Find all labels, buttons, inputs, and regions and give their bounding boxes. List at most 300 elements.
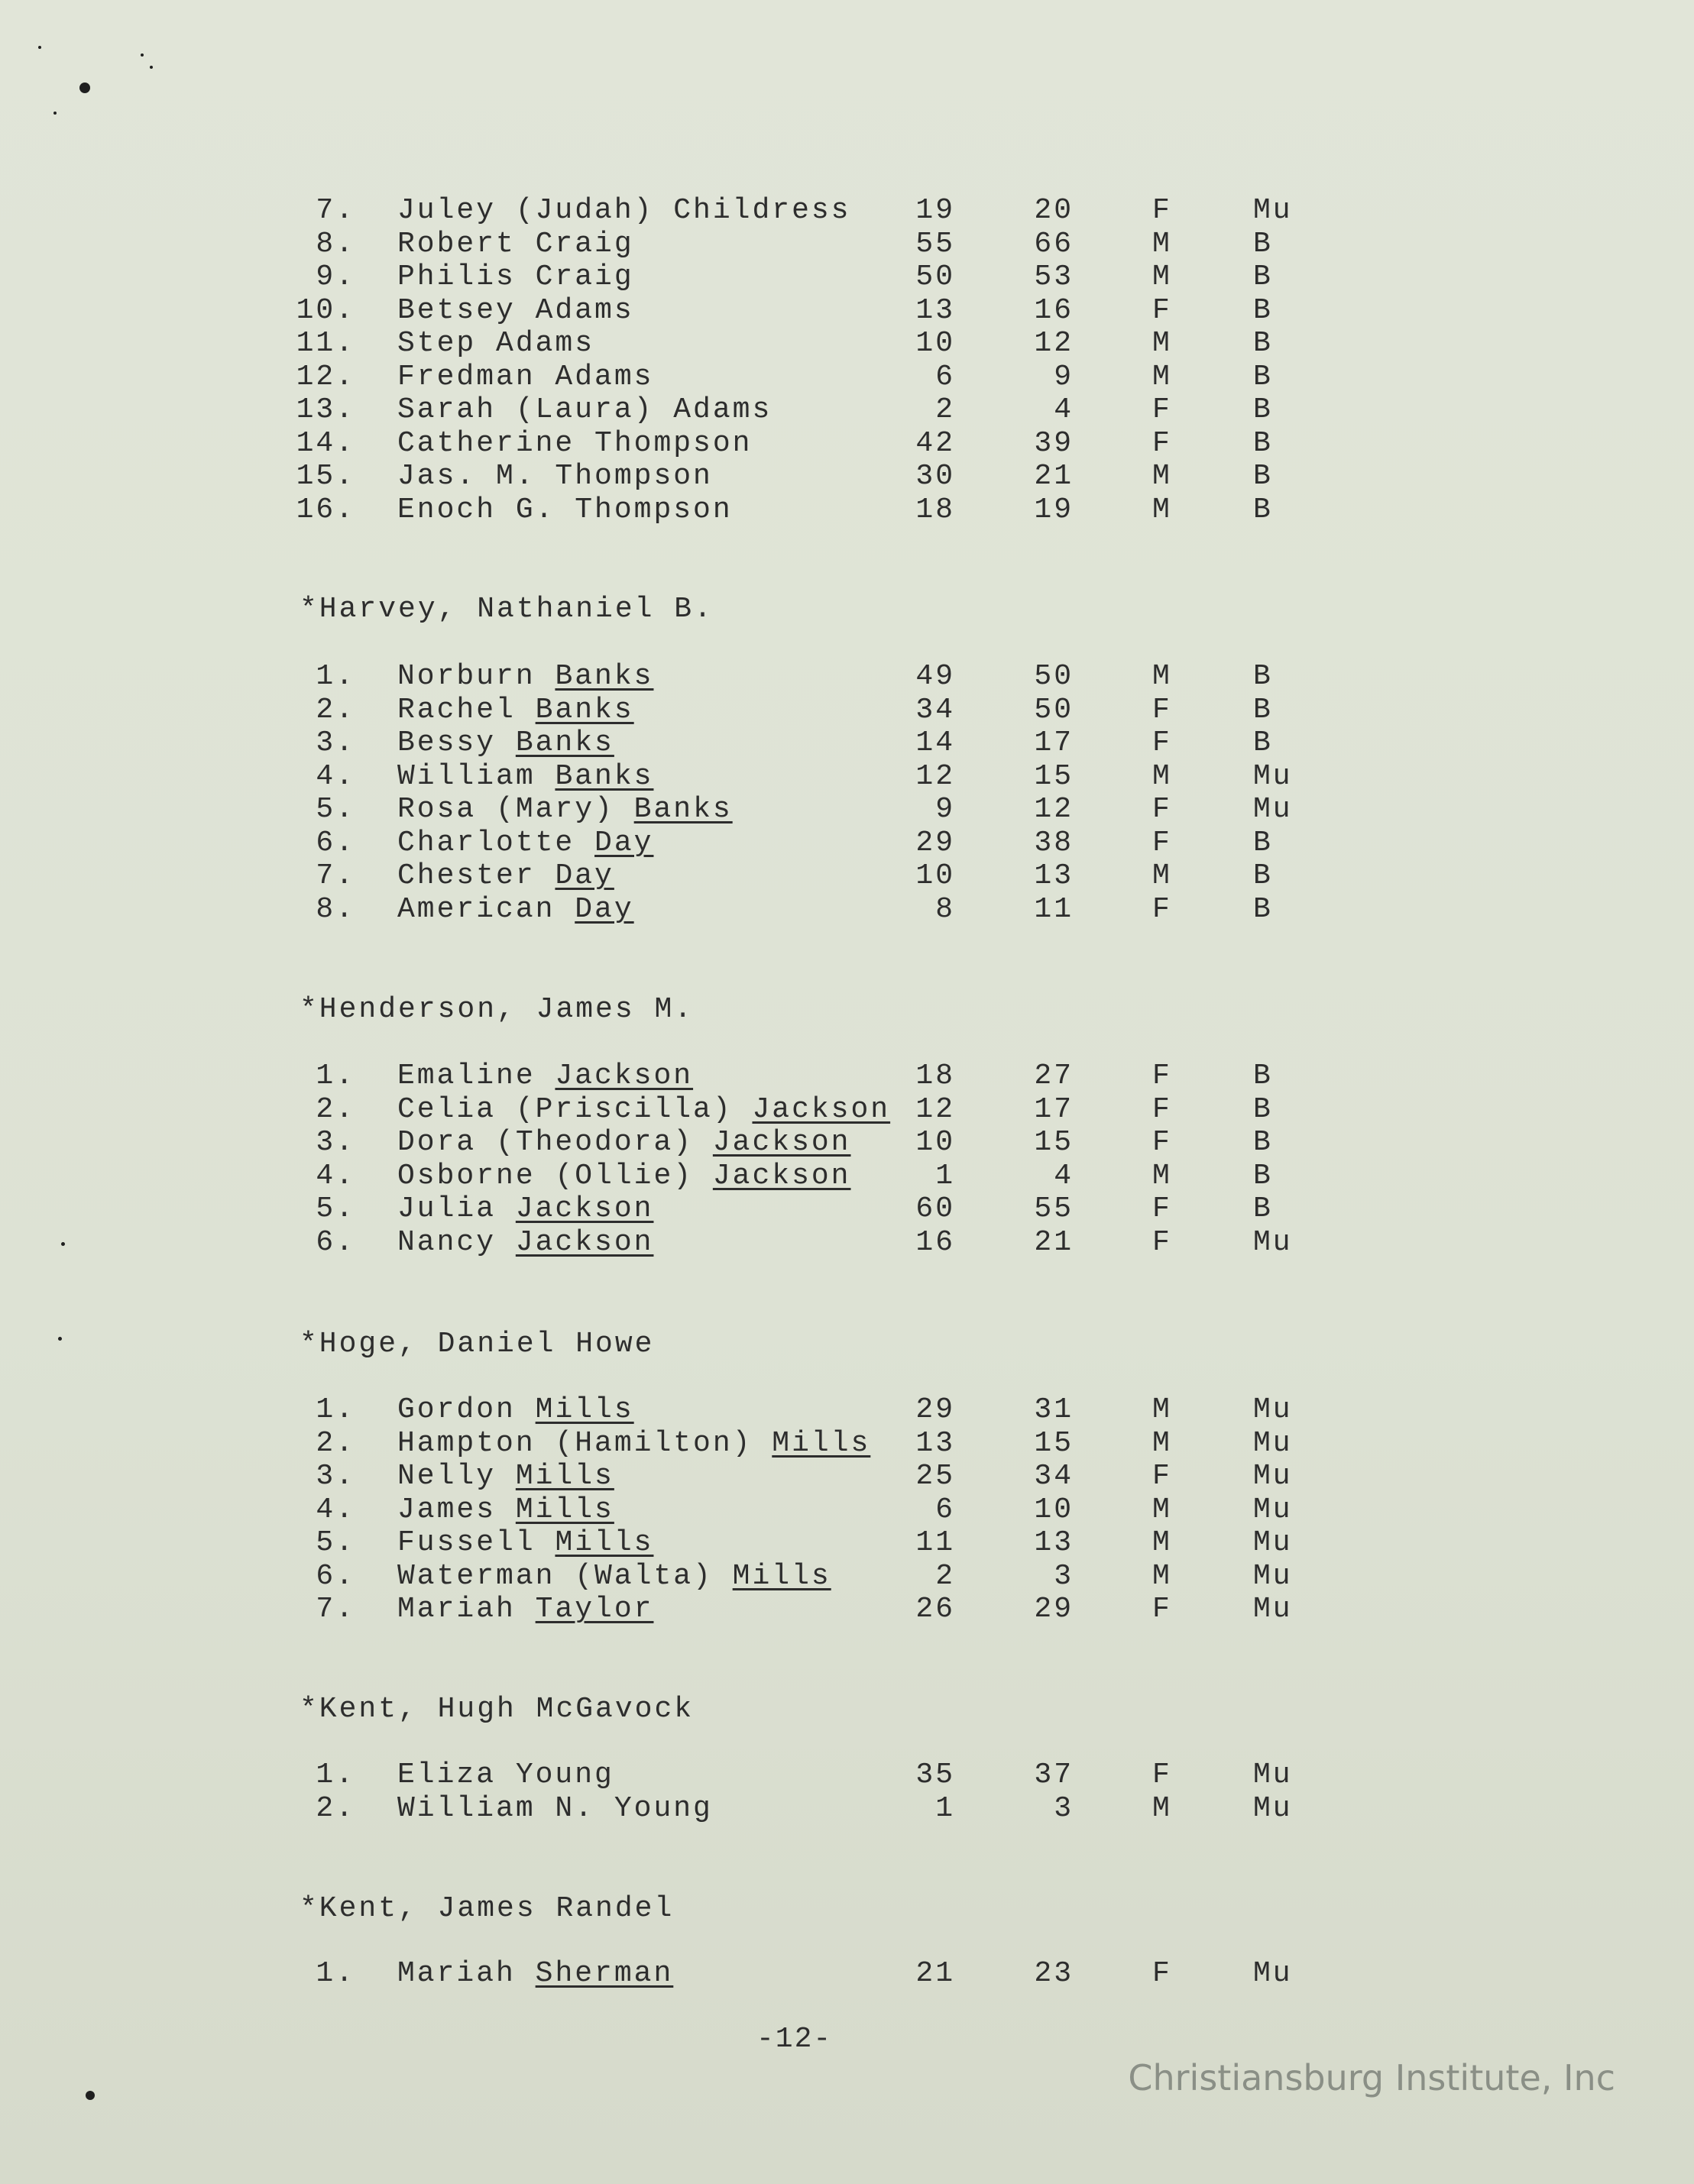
age-first: 6 — [935, 360, 955, 393]
sex: F — [1152, 726, 1172, 759]
roster-row — [0, 1957, 1694, 1991]
given-name: Catherine Thompson — [397, 426, 753, 460]
age-second: 15 — [1034, 1426, 1074, 1460]
scan-speck — [86, 2091, 95, 2100]
row-number: 11. — [296, 327, 355, 360]
sex: M — [1152, 1426, 1172, 1460]
person-name — [397, 327, 594, 361]
age-second: 16 — [1034, 293, 1074, 327]
given-name: Celia (Priscilla) — [397, 1092, 753, 1126]
surname: Mills — [772, 1426, 871, 1460]
person-name — [397, 1060, 693, 1093]
age-first: 8 — [935, 892, 955, 926]
person-name — [397, 893, 634, 927]
surname: Jackson — [712, 1159, 851, 1192]
row-number: 3. — [316, 726, 355, 759]
row-number: 15. — [296, 460, 355, 493]
roster-row — [0, 1759, 1694, 1792]
age-first: 26 — [915, 1593, 955, 1626]
roster-row — [0, 327, 1694, 361]
row-number: 5. — [316, 1526, 355, 1559]
surname: Day — [555, 859, 614, 892]
age-first: 13 — [915, 1426, 955, 1460]
surname: Jackson — [515, 1225, 654, 1259]
row-number: 1. — [316, 1759, 355, 1791]
race: B — [1253, 493, 1273, 526]
person-name — [397, 760, 653, 794]
age-second: 27 — [1034, 1060, 1074, 1092]
person-name — [397, 393, 772, 427]
given-name: Mariah — [397, 1957, 536, 1990]
row-number: 2. — [316, 1092, 355, 1126]
person-name — [397, 1493, 614, 1527]
sex: F — [1152, 1126, 1172, 1159]
given-name: Betsey Adams — [397, 293, 634, 327]
age-second: 19 — [1034, 493, 1074, 526]
age-first: 1 — [935, 1159, 955, 1192]
sex: M — [1152, 1393, 1172, 1426]
roster-row — [0, 793, 1694, 827]
race: B — [1253, 260, 1273, 293]
roster-row — [0, 1792, 1694, 1826]
sex: F — [1152, 393, 1172, 426]
age-second: 4 — [1054, 1159, 1074, 1192]
race: B — [1253, 1060, 1273, 1092]
roster-row — [0, 1427, 1694, 1461]
row-number: 13. — [296, 393, 355, 426]
owner-heading: *Harvey, Nathaniel B. — [300, 593, 714, 626]
race: Mu — [1253, 1791, 1293, 1825]
roster-row — [0, 1192, 1694, 1226]
roster-row — [0, 893, 1694, 927]
person-name — [397, 1427, 870, 1461]
scan-speck — [79, 83, 90, 93]
age-second: 15 — [1034, 759, 1074, 793]
age-second: 50 — [1034, 660, 1074, 693]
given-name: Osborne (Ollie) — [397, 1159, 713, 1192]
age-first: 12 — [915, 759, 955, 793]
row-number: 2. — [316, 693, 355, 726]
row-number: 6. — [316, 1225, 355, 1259]
surname: Jackson — [555, 1060, 694, 1092]
given-name: Charlotte — [397, 826, 595, 859]
age-second: 37 — [1034, 1759, 1074, 1791]
surname: Banks — [555, 660, 654, 693]
person-name — [397, 493, 733, 527]
sex: F — [1152, 293, 1172, 327]
surname: Day — [594, 826, 654, 859]
surname: Banks — [555, 759, 654, 793]
roster-row — [0, 660, 1694, 694]
roster-row — [0, 1593, 1694, 1626]
owner-heading: *Hoge, Daniel Howe — [300, 1328, 655, 1361]
row-number: 5. — [316, 1192, 355, 1225]
age-first: 55 — [915, 227, 955, 260]
age-second: 3 — [1054, 1791, 1074, 1825]
given-name: Step Adams — [397, 327, 595, 360]
row-number: 7. — [316, 859, 355, 892]
row-number: 4. — [316, 1159, 355, 1192]
row-number: 4. — [316, 1493, 355, 1526]
given-name: Chester — [397, 859, 555, 892]
given-name: Philis Craig — [397, 260, 634, 293]
surname: Mills — [535, 1393, 634, 1426]
age-first: 14 — [915, 726, 955, 759]
row-number: 14. — [296, 426, 355, 460]
roster-row — [0, 1393, 1694, 1427]
age-second: 10 — [1034, 1493, 1074, 1526]
person-name — [397, 460, 713, 493]
surname: Mills — [515, 1460, 614, 1493]
race: B — [1253, 726, 1273, 759]
person-name — [397, 726, 614, 760]
sex: F — [1152, 1957, 1172, 1990]
given-name: Gordon — [397, 1393, 536, 1426]
roster-row — [0, 294, 1694, 328]
age-second: 66 — [1034, 227, 1074, 260]
roster-row — [0, 827, 1694, 860]
row-number: 2. — [316, 1426, 355, 1460]
given-name: Fredman Adams — [397, 360, 654, 393]
age-first: 2 — [935, 393, 955, 426]
age-first: 29 — [915, 1393, 955, 1426]
race: B — [1253, 1192, 1273, 1225]
person-name — [397, 1126, 851, 1160]
race: B — [1253, 660, 1273, 693]
roster-row — [0, 1093, 1694, 1127]
given-name: Dora (Theodora) — [397, 1126, 713, 1159]
given-name: Julia — [397, 1192, 516, 1225]
race: B — [1253, 892, 1273, 926]
surname: Banks — [633, 793, 733, 826]
roster-row — [0, 694, 1694, 727]
age-second: 23 — [1034, 1957, 1074, 1990]
age-second: 9 — [1054, 360, 1074, 393]
roster-row — [0, 1226, 1694, 1260]
race: Mu — [1253, 1393, 1293, 1426]
person-name — [397, 1957, 673, 1991]
given-name: Nelly — [397, 1460, 516, 1493]
given-name: Fussell — [397, 1526, 555, 1559]
age-second: 21 — [1034, 460, 1074, 493]
given-name: James — [397, 1493, 516, 1526]
given-name: Robert Craig — [397, 227, 634, 260]
roster-row — [0, 1460, 1694, 1493]
given-name: William N. Young — [397, 1791, 713, 1825]
roster-row — [0, 726, 1694, 760]
scan-speck — [150, 66, 153, 69]
person-name — [397, 1560, 831, 1594]
roster-row — [0, 1126, 1694, 1160]
roster-row — [0, 1526, 1694, 1560]
race: B — [1253, 693, 1273, 726]
age-first: 19 — [915, 194, 955, 227]
age-second: 50 — [1034, 693, 1074, 726]
age-second: 12 — [1034, 793, 1074, 826]
age-second: 53 — [1034, 260, 1074, 293]
row-number: 1. — [316, 1957, 355, 1990]
given-name: Rosa (Mary) — [397, 793, 634, 826]
sex: M — [1152, 460, 1172, 493]
person-name — [397, 1093, 890, 1127]
age-second: 39 — [1034, 426, 1074, 460]
roster-row — [0, 493, 1694, 527]
surname: Mills — [515, 1493, 614, 1526]
age-first: 18 — [915, 1060, 955, 1092]
age-first: 9 — [935, 793, 955, 826]
roster-row — [0, 1160, 1694, 1193]
given-name: American — [397, 892, 575, 926]
person-name — [397, 793, 733, 827]
sex: F — [1152, 1759, 1172, 1791]
age-second: 17 — [1034, 1092, 1074, 1126]
person-name — [397, 827, 653, 860]
row-number: 7. — [316, 194, 355, 227]
roster-row — [0, 260, 1694, 294]
row-number: 4. — [316, 759, 355, 793]
given-name: Enoch G. Thompson — [397, 493, 733, 526]
age-second: 11 — [1034, 892, 1074, 926]
scan-speck — [38, 46, 41, 49]
sex: M — [1152, 1159, 1172, 1192]
scan-speck — [58, 1337, 62, 1341]
sex: M — [1152, 859, 1172, 892]
age-first: 25 — [915, 1460, 955, 1493]
person-name — [397, 260, 634, 294]
sex: F — [1152, 426, 1172, 460]
age-second: 29 — [1034, 1593, 1074, 1626]
person-name — [397, 694, 634, 727]
race: B — [1253, 360, 1273, 393]
age-first: 29 — [915, 826, 955, 859]
row-number: 7. — [316, 1593, 355, 1626]
age-second: 13 — [1034, 859, 1074, 892]
person-name — [397, 1526, 653, 1560]
sex: M — [1152, 493, 1172, 526]
age-first: 18 — [915, 493, 955, 526]
sex: M — [1152, 660, 1172, 693]
race: B — [1253, 460, 1273, 493]
sex: F — [1152, 1225, 1172, 1259]
row-number: 1. — [316, 1393, 355, 1426]
person-name — [397, 1393, 634, 1427]
age-first: 16 — [915, 1225, 955, 1259]
race: B — [1253, 1092, 1273, 1126]
race: B — [1253, 426, 1273, 460]
race: Mu — [1253, 759, 1293, 793]
given-name: Hampton (Hamilton) — [397, 1426, 773, 1460]
row-number: 8. — [316, 227, 355, 260]
person-name — [397, 1593, 653, 1626]
person-name — [397, 1192, 653, 1226]
roster-row — [0, 427, 1694, 461]
surname: Mills — [555, 1526, 654, 1559]
sex: M — [1152, 1493, 1172, 1526]
given-name: Rachel — [397, 693, 536, 726]
row-number: 9. — [316, 260, 355, 293]
roster-row — [0, 1493, 1694, 1527]
age-first: 30 — [915, 460, 955, 493]
surname: Jackson — [752, 1092, 891, 1126]
row-number: 8. — [316, 892, 355, 926]
person-name — [397, 660, 653, 694]
age-second: 12 — [1034, 327, 1074, 360]
given-name: Mariah — [397, 1593, 536, 1626]
race: Mu — [1253, 1526, 1293, 1559]
row-number: 2. — [316, 1791, 355, 1825]
owner-heading: *Kent, James Randel — [300, 1892, 675, 1925]
given-name: Eliza Young — [397, 1759, 614, 1791]
sex: M — [1152, 260, 1172, 293]
given-name: Waterman (Walta) — [397, 1559, 733, 1593]
age-second: 55 — [1034, 1192, 1074, 1225]
roster-row — [0, 760, 1694, 794]
sex: M — [1152, 759, 1172, 793]
sex: M — [1152, 1526, 1172, 1559]
roster-row — [0, 361, 1694, 394]
age-second: 3 — [1054, 1559, 1074, 1593]
age-first: 49 — [915, 660, 955, 693]
surname: Sherman — [535, 1957, 674, 1990]
row-number: 1. — [316, 1060, 355, 1092]
age-first: 35 — [915, 1759, 955, 1791]
person-name — [397, 1792, 713, 1826]
race: B — [1253, 393, 1273, 426]
sex: F — [1152, 892, 1172, 926]
age-first: 6 — [935, 1493, 955, 1526]
surname: Taylor — [535, 1593, 654, 1626]
sex: M — [1152, 1791, 1172, 1825]
person-name — [397, 228, 634, 261]
surname: Banks — [515, 726, 614, 759]
roster-row — [0, 393, 1694, 427]
sex: F — [1152, 793, 1172, 826]
row-number: 5. — [316, 793, 355, 826]
given-name: Emaline — [397, 1060, 555, 1092]
race: Mu — [1253, 194, 1293, 227]
race: B — [1253, 859, 1273, 892]
race: B — [1253, 1126, 1273, 1159]
age-second: 4 — [1054, 393, 1074, 426]
age-first: 34 — [915, 693, 955, 726]
person-name — [397, 427, 752, 461]
person-name — [397, 1226, 653, 1260]
given-name: Jas. M. Thompson — [397, 460, 713, 493]
age-first: 12 — [915, 1092, 955, 1126]
age-second: 31 — [1034, 1393, 1074, 1426]
age-second: 20 — [1034, 194, 1074, 227]
person-name — [397, 1160, 851, 1193]
surname: Jackson — [712, 1126, 851, 1159]
row-number: 16. — [296, 493, 355, 526]
age-first: 60 — [915, 1192, 955, 1225]
row-number: 1. — [316, 660, 355, 693]
sex: F — [1152, 693, 1172, 726]
age-first: 50 — [915, 260, 955, 293]
watermark: Christiansburg Institute, Inc — [1128, 2057, 1615, 2098]
sex: M — [1152, 1559, 1172, 1593]
age-second: 34 — [1034, 1460, 1074, 1493]
surname: Day — [575, 892, 634, 926]
person-name — [397, 859, 614, 893]
roster-row — [0, 194, 1694, 228]
surname: Banks — [535, 693, 634, 726]
age-second: 17 — [1034, 726, 1074, 759]
row-number: 10. — [296, 293, 355, 327]
race: Mu — [1253, 1957, 1293, 1990]
sex: F — [1152, 1593, 1172, 1626]
person-name — [397, 294, 634, 328]
race: Mu — [1253, 1460, 1293, 1493]
person-name — [397, 194, 851, 228]
given-name: William — [397, 759, 555, 793]
sex: F — [1152, 1192, 1172, 1225]
race: Mu — [1253, 1759, 1293, 1791]
owner-heading: *Henderson, James M. — [300, 993, 695, 1026]
age-first: 1 — [935, 1791, 955, 1825]
age-first: 21 — [915, 1957, 955, 1990]
roster-row — [0, 859, 1694, 893]
race: B — [1253, 826, 1273, 859]
person-name — [397, 361, 653, 394]
race: Mu — [1253, 1559, 1293, 1593]
person-name — [397, 1460, 614, 1493]
scan-speck — [141, 53, 144, 57]
age-second: 15 — [1034, 1126, 1074, 1159]
age-second: 38 — [1034, 826, 1074, 859]
race: Mu — [1253, 1225, 1293, 1259]
sex: M — [1152, 360, 1172, 393]
owner-heading: *Kent, Hugh McGavock — [300, 1693, 695, 1726]
row-number: 6. — [316, 1559, 355, 1593]
roster-row — [0, 1560, 1694, 1594]
given-name: Juley (Judah) Childress — [397, 194, 851, 227]
row-number: 12. — [296, 360, 355, 393]
race: B — [1253, 227, 1273, 260]
age-first: 42 — [915, 426, 955, 460]
race: B — [1253, 293, 1273, 327]
race: Mu — [1253, 793, 1293, 826]
roster-row — [0, 460, 1694, 493]
sex: F — [1152, 1092, 1172, 1126]
age-first: 13 — [915, 293, 955, 327]
scan-speck — [53, 112, 57, 115]
age-first: 10 — [915, 327, 955, 360]
race: Mu — [1253, 1493, 1293, 1526]
person-name — [397, 1759, 614, 1792]
sex: F — [1152, 1460, 1172, 1493]
roster-row — [0, 1060, 1694, 1093]
surname: Jackson — [515, 1192, 654, 1225]
sex: M — [1152, 327, 1172, 360]
age-first: 2 — [935, 1559, 955, 1593]
age-first: 11 — [915, 1526, 955, 1559]
given-name: Norburn — [397, 660, 555, 693]
sex: M — [1152, 227, 1172, 260]
page-number: -12- — [756, 2023, 833, 2056]
age-first: 10 — [915, 859, 955, 892]
sex: F — [1152, 194, 1172, 227]
given-name: Nancy — [397, 1225, 516, 1259]
given-name: Bessy — [397, 726, 516, 759]
row-number: 3. — [316, 1460, 355, 1493]
race: B — [1253, 327, 1273, 360]
roster-row — [0, 228, 1694, 261]
sex: F — [1152, 826, 1172, 859]
race: Mu — [1253, 1426, 1293, 1460]
age-first: 10 — [915, 1126, 955, 1159]
surname: Mills — [732, 1559, 831, 1593]
